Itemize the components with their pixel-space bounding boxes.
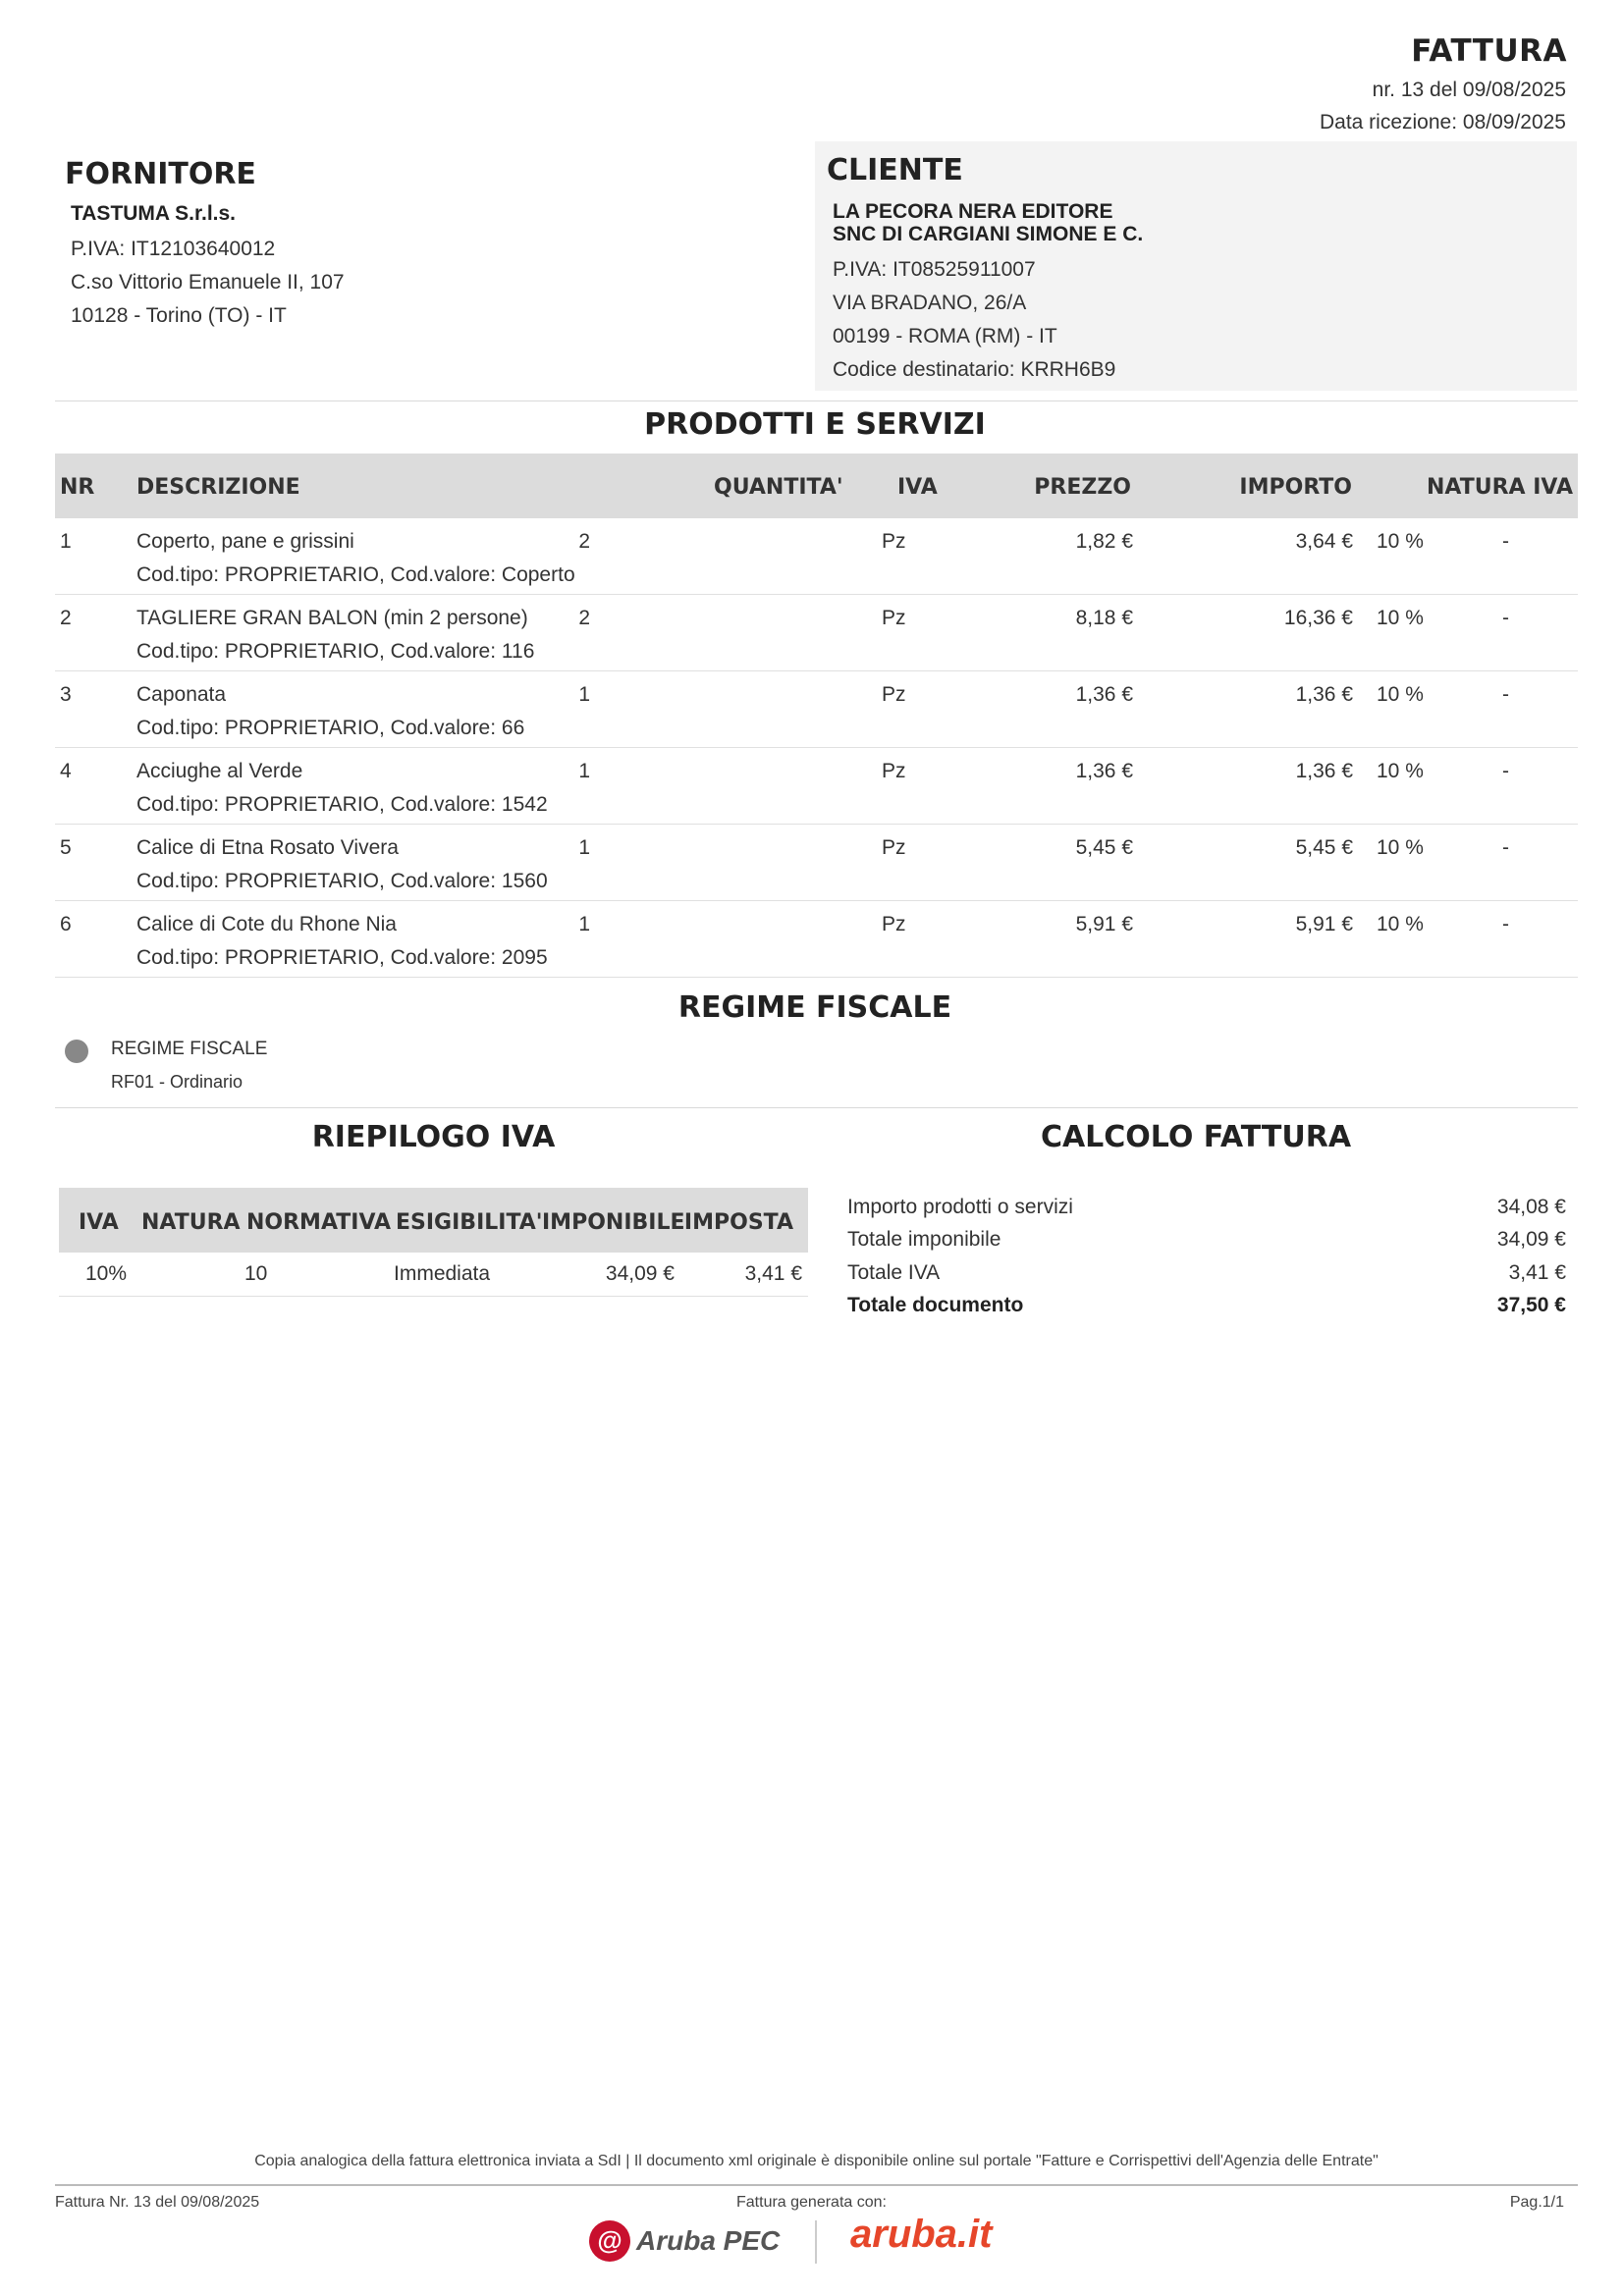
- client-address: VIA BRADANO, 26/A: [833, 292, 1027, 314]
- col-iva: IVA: [79, 1210, 119, 1235]
- row-description: Acciughe al Verde: [136, 760, 303, 782]
- col-nature: NATURA IVA: [1427, 475, 1573, 500]
- calc-label: Importo prodotti o servizi: [847, 1196, 1073, 1218]
- calc-value: 37,50 €: [1496, 1294, 1566, 1316]
- iva-summary-table: [59, 1188, 808, 1297]
- row-code: Cod.tipo: PROPRIETARIO, Cod.valore: 1542: [136, 793, 548, 816]
- arubapec-logo: [589, 2216, 780, 2266]
- calc-value: 34,08 €: [1496, 1196, 1566, 1218]
- col-taxable: IMPONIBILE: [542, 1210, 685, 1235]
- supplier-name: TASTUMA S.r.l.s.: [71, 202, 237, 225]
- row-description: TAGLIERE GRAN BALON (min 2 persone): [136, 607, 528, 629]
- col-description: DESCRIZIONE: [136, 475, 300, 500]
- supplier-vat: P.IVA: IT12103640012: [71, 238, 276, 260]
- row-price: 1,36 €: [1075, 683, 1133, 706]
- row-nature: -: [1502, 683, 1509, 706]
- iva-eligibility: Immediata: [394, 1262, 491, 1285]
- row-amount: 1,36 €: [1295, 683, 1353, 706]
- table-row: [55, 595, 1578, 671]
- table-row: [59, 1253, 808, 1297]
- row-description: Calice di Etna Rosato Vivera: [136, 836, 399, 859]
- calc-label: Totale documento: [847, 1294, 1024, 1316]
- regime-label: REGIME FISCALE: [111, 1039, 268, 1059]
- invoice-number: nr. 13 del 09/08/2025: [1372, 79, 1566, 101]
- footer-generated-by: Fattura generata con:: [736, 2194, 887, 2211]
- arubapec-logo-text: Aruba PEC: [636, 2225, 781, 2256]
- row-nr: 2: [60, 607, 72, 629]
- row-quantity: 1: [578, 683, 590, 706]
- footer-invoice-ref: Fattura Nr. 13 del 09/08/2025: [55, 2194, 260, 2211]
- row-nature: -: [1502, 607, 1509, 629]
- invoice-title: FATTURA: [1411, 33, 1567, 69]
- col-iva: IVA: [897, 475, 938, 500]
- row-price: 1,82 €: [1075, 530, 1133, 553]
- row-quantity: 1: [578, 836, 590, 859]
- row-amount: 5,91 €: [1295, 913, 1353, 935]
- regime-value: RF01 - Ordinario: [111, 1072, 243, 1092]
- row-iva: 10 %: [1377, 683, 1424, 706]
- supplier-city: 10128 - Torino (TO) - IT: [71, 304, 287, 327]
- client-recipient-code: Codice destinatario: KRRH6B9: [833, 358, 1116, 381]
- row-quantity: 1: [578, 913, 590, 935]
- row-description: Caponata: [136, 683, 227, 706]
- row-description: Coperto, pane e grissini: [136, 530, 354, 553]
- row-quantity: 2: [578, 607, 590, 629]
- row-iva: 10 %: [1377, 913, 1424, 935]
- row-nr: 5: [60, 836, 72, 859]
- row-nature: -: [1502, 530, 1509, 553]
- table-row: [55, 901, 1578, 978]
- supplier-details: [71, 202, 345, 333]
- col-nature: NATURA: [141, 1210, 241, 1235]
- row-code: Cod.tipo: PROPRIETARIO, Cod.valore: 1560: [136, 870, 548, 892]
- row-unit: Pz: [882, 836, 906, 859]
- logo-divider: [815, 2220, 817, 2264]
- table-row: [55, 825, 1578, 901]
- col-eligibility: ESIGIBILITA': [396, 1210, 543, 1235]
- client-details: [833, 200, 1143, 387]
- row-code: Cod.tipo: PROPRIETARIO, Cod.valore: 66: [136, 717, 525, 739]
- row-price: 8,18 €: [1075, 607, 1133, 629]
- col-tax: IMPOSTA: [683, 1210, 793, 1235]
- client-block: [815, 141, 1577, 391]
- invoice-received-date: Data ricezione: 08/09/2025: [1319, 111, 1566, 133]
- row-amount: 16,36 €: [1283, 607, 1353, 629]
- divider: [55, 400, 1578, 401]
- row-unit: Pz: [882, 683, 906, 706]
- col-quantity: QUANTITA': [714, 475, 843, 500]
- bullet-icon: [65, 1040, 88, 1063]
- iva-normative: 10: [244, 1262, 268, 1285]
- supplier-address: C.so Vittorio Emanuele II, 107: [71, 271, 345, 294]
- table-row: [55, 748, 1578, 825]
- col-normative: NORMATIVA: [246, 1210, 392, 1235]
- row-iva: 10 %: [1377, 836, 1424, 859]
- regime-title: REGIME FISCALE: [677, 990, 952, 1025]
- col-nr: NR: [60, 475, 95, 500]
- col-amount: IMPORTO: [1239, 475, 1352, 500]
- iva-tax: 3,41 €: [744, 1262, 802, 1285]
- iva-rate: 10%: [85, 1262, 128, 1285]
- footer-page-number: Pag.1/1: [1509, 2194, 1564, 2211]
- row-nature: -: [1502, 913, 1509, 935]
- row-nature: -: [1502, 760, 1509, 782]
- calc-label: Totale imponibile: [847, 1228, 1001, 1251]
- aruba-logo: aruba.it: [850, 2213, 993, 2256]
- row-code: Cod.tipo: PROPRIETARIO, Cod.valore: 2095: [136, 946, 548, 969]
- calc-value: 34,09 €: [1496, 1228, 1566, 1251]
- row-unit: Pz: [882, 913, 906, 935]
- row-price: 1,36 €: [1075, 760, 1133, 782]
- supplier-block: [55, 145, 801, 391]
- iva-summary-header: [59, 1188, 808, 1253]
- row-nr: 4: [60, 760, 72, 782]
- row-quantity: 1: [578, 760, 590, 782]
- row-nr: 1: [60, 530, 72, 553]
- row-price: 5,45 €: [1075, 836, 1133, 859]
- row-amount: 1,36 €: [1295, 760, 1353, 782]
- at-sign-icon: @: [589, 2220, 630, 2262]
- row-quantity: 2: [578, 530, 590, 553]
- row-iva: 10 %: [1377, 760, 1424, 782]
- col-price: PREZZO: [1034, 475, 1131, 500]
- row-amount: 5,45 €: [1295, 836, 1353, 859]
- row-price: 5,91 €: [1075, 913, 1133, 935]
- row-iva: 10 %: [1377, 607, 1424, 629]
- row-description: Calice di Cote du Rhone Nia: [136, 913, 397, 935]
- footer-divider: [55, 2184, 1578, 2186]
- row-code: Cod.tipo: PROPRIETARIO, Cod.valore: Coperto: [136, 563, 575, 586]
- calc-label: Totale IVA: [847, 1261, 941, 1284]
- products-table-header: [55, 454, 1578, 518]
- products-title: PRODOTTI E SERVIZI: [644, 407, 986, 442]
- row-amount: 3,64 €: [1295, 530, 1353, 553]
- row-unit: Pz: [882, 607, 906, 629]
- products-table: [55, 454, 1578, 978]
- table-row: [55, 518, 1578, 595]
- row-code: Cod.tipo: PROPRIETARIO, Cod.valore: 116: [136, 640, 535, 663]
- footer-note: Copia analogica della fattura elettronica inviata a SdI | Il documento xml originale è disponibile online sul portale "Fatture e Corrispettivi dell'Agenzia delle Entrate": [254, 2153, 1379, 2169]
- client-title: CLIENTE: [827, 153, 963, 187]
- calc-title: CALCOLO FATTURA: [1040, 1120, 1352, 1154]
- row-nature: -: [1502, 836, 1509, 859]
- iva-taxable: 34,09 €: [605, 1262, 675, 1285]
- row-unit: Pz: [882, 530, 906, 553]
- row-nr: 6: [60, 913, 72, 935]
- table-row: [55, 671, 1578, 748]
- client-name-line2: SNC DI CARGIANI SIMONE E C.: [833, 223, 1144, 245]
- iva-summary-title: RIEPILOGO IVA: [311, 1120, 556, 1154]
- supplier-title: FORNITORE: [65, 157, 256, 191]
- client-city: 00199 - ROMA (RM) - IT: [833, 325, 1057, 347]
- row-nr: 3: [60, 683, 72, 706]
- calc-value: 3,41 €: [1508, 1261, 1566, 1284]
- row-iva: 10 %: [1377, 530, 1424, 553]
- client-name-line1: LA PECORA NERA EDITORE: [833, 200, 1113, 223]
- client-vat: P.IVA: IT08525911007: [833, 258, 1036, 281]
- row-unit: Pz: [882, 760, 906, 782]
- divider: [55, 1107, 1578, 1108]
